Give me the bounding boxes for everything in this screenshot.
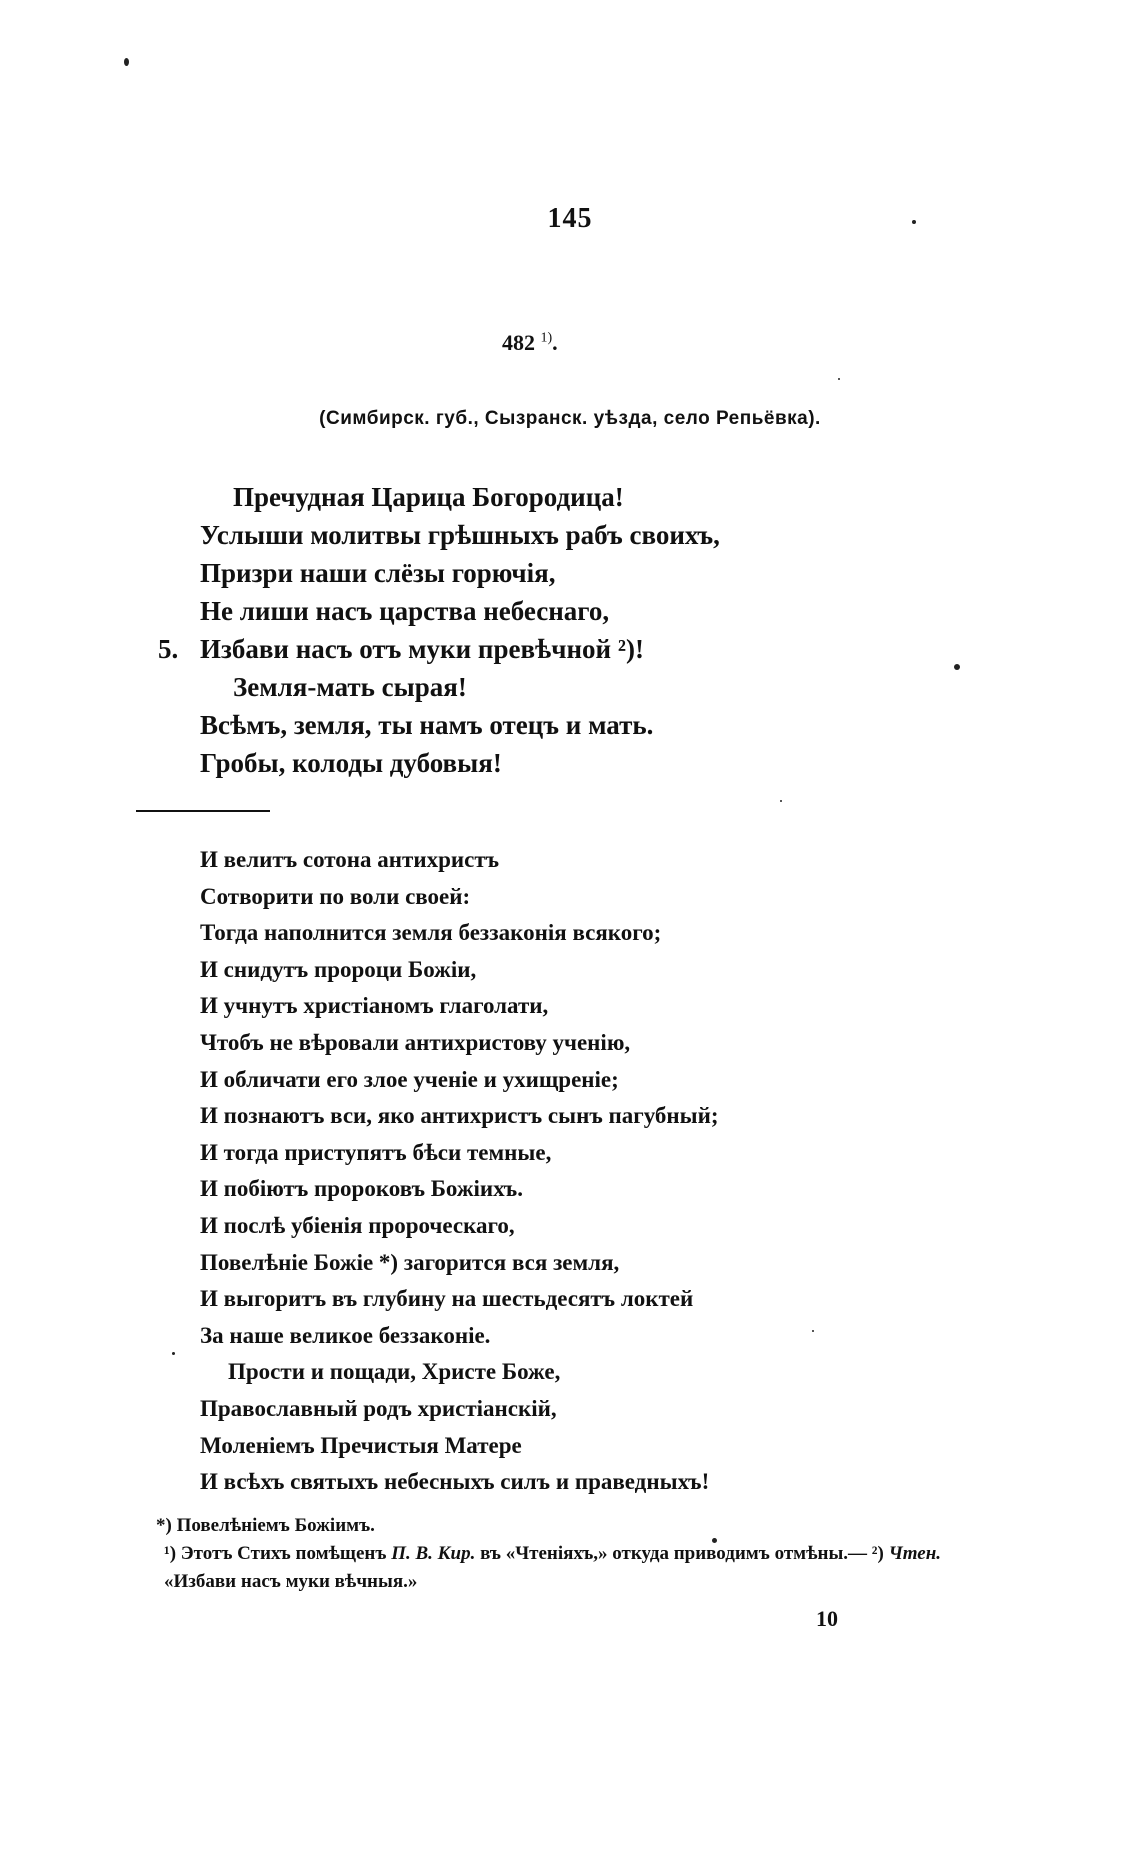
footnote-1-mid: въ «Чтеніяхъ,» откуда приводимъ отмѣны.— ²) xyxy=(475,1543,889,1564)
verse-line: И обличати его злое ученіе и ухищреніе; xyxy=(200,1066,619,1092)
verse-text: Не лиши насъ царства небеснаго, xyxy=(200,596,610,626)
poem-footnote-ref: 1) xyxy=(540,330,553,346)
poem-number-value: 482 xyxy=(502,330,535,355)
verse-line xyxy=(200,516,920,554)
verse-line xyxy=(200,478,920,516)
page-number: 145 xyxy=(547,203,593,234)
footnote-1-start: ¹) Этотъ Стихъ помѣщенъ xyxy=(164,1543,392,1564)
verse-text: Избави насъ отъ муки превѣчной ²)! xyxy=(200,634,644,664)
line-number: 5. xyxy=(158,634,179,664)
scan-speck xyxy=(780,800,782,802)
footnotes xyxy=(136,1512,956,1596)
section-divider xyxy=(136,810,270,812)
verse-text: Призри наши слёзы горючія, xyxy=(200,558,556,588)
verse-line: И учнутъ христіаномъ глаголати, xyxy=(200,993,549,1019)
verse-text: Земля-мать сырая! xyxy=(233,672,467,702)
verse-text: Гробы, колоды дубовыя! xyxy=(200,748,502,778)
scan-speck xyxy=(124,58,129,66)
footnote-2-end: «Избави насъ муки вѣчныя.» xyxy=(164,1571,418,1592)
scan-speck xyxy=(712,1538,717,1543)
footnote-star: *) Повелѣніемъ Божіимъ. xyxy=(156,1515,375,1536)
scan-speck xyxy=(172,1352,175,1355)
stanza-antichrist xyxy=(200,842,960,1501)
verse-line: И послѣ убіенія пророческаго, xyxy=(200,1212,515,1238)
footnote-2-abbrev: Чтен. xyxy=(888,1543,942,1564)
verse-line: Прости и пощади, Христе Боже, xyxy=(228,1359,561,1385)
footnote-1 xyxy=(136,1540,956,1596)
verse-line: И тогда приступятъ бѣси темные, xyxy=(200,1139,552,1165)
location-caption: (Симбирск. губ., Сызранск. уѣзда, село Репьёвка). xyxy=(319,408,821,429)
verse-line: И велитъ сотона антихристъ xyxy=(200,847,500,872)
verse-line xyxy=(200,554,920,592)
verse-line xyxy=(158,630,920,668)
verse-line: И познаютъ вси, яко антихристъ сынъ пагубный; xyxy=(200,1103,719,1129)
sheet-number: 10 xyxy=(816,1606,838,1631)
verse-line: Тогда наполнится земля беззаконія всякого; xyxy=(200,920,662,946)
verse-line xyxy=(200,592,920,630)
verse-line xyxy=(200,668,920,706)
verse-line: Православный родъ христіанскій, xyxy=(200,1395,557,1421)
scan-speck xyxy=(812,1330,814,1332)
verse-text: Всѣмъ, земля, ты намъ отецъ и мать. xyxy=(200,710,654,740)
verse-line xyxy=(200,744,920,782)
poem-number: 482 $^{1)}$. xyxy=(502,330,558,355)
verse-line: За наше великое беззаконіе. xyxy=(200,1322,491,1348)
verse-line: И побіютъ пророковъ Божіихъ. xyxy=(200,1176,523,1202)
verse-line: Сотворити по воли своей: xyxy=(200,883,471,909)
verse-line: Повелѣніе Божіе *) загорится вся земля, xyxy=(200,1249,620,1275)
verse-line xyxy=(200,706,920,744)
verse-text: Пречудная Царица Богородица! xyxy=(233,482,624,512)
verse-text: Услыши молитвы грѣшныхъ рабъ своихъ, xyxy=(200,520,720,550)
verse-line: И всѣхъ святыхъ небесныхъ силъ и праведныхъ! xyxy=(200,1469,710,1495)
stanza-prayer xyxy=(158,478,920,782)
scan-speck xyxy=(912,220,916,224)
scan-speck xyxy=(954,664,960,670)
verse-line: Чтобъ не вѣровали антихристову ученію, xyxy=(200,1029,631,1055)
verse-line: И снидутъ пророци Божіи, xyxy=(200,956,477,982)
verse-line: Моленіемъ Пречистыя Матере xyxy=(200,1432,522,1458)
verse-line: И выгоритъ въ глубину на шестьдесятъ локтей xyxy=(200,1286,694,1312)
scan-speck xyxy=(838,378,840,380)
footnote-1-source: П. В. Кир. xyxy=(391,1543,476,1564)
